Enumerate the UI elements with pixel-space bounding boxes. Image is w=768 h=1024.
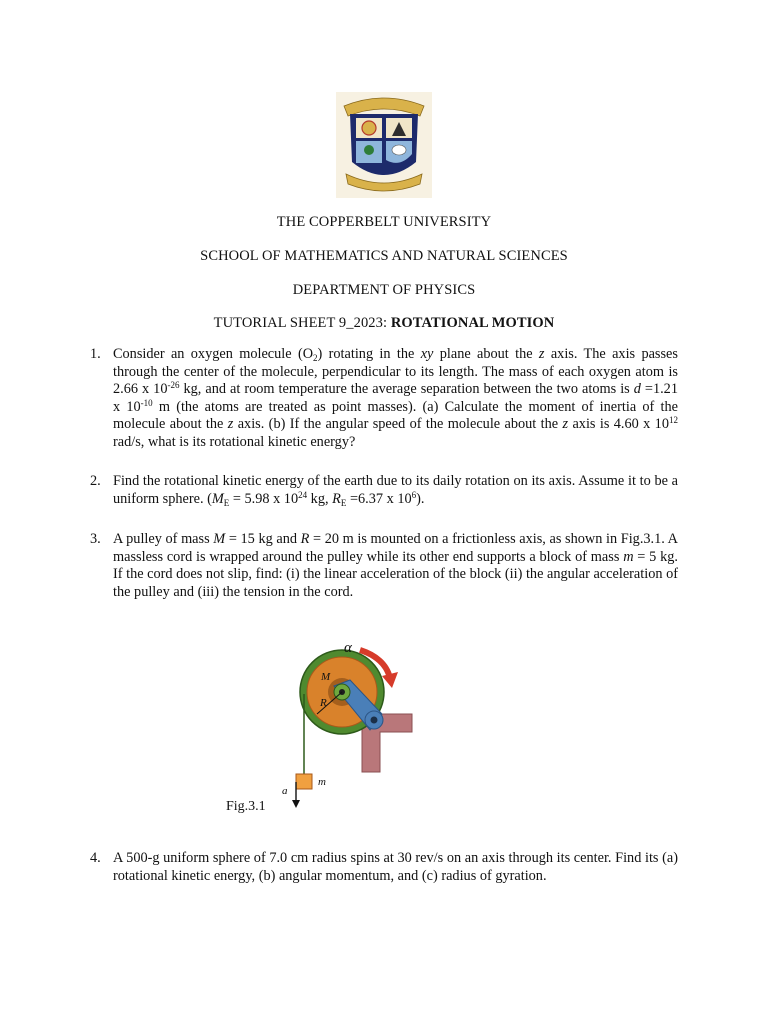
text-run: Find the rotational kinetic energy of the earth due to its daily rotation on its axis. Assume it to be a uniform sphere. (	[113, 473, 678, 507]
superscript: 6	[411, 489, 417, 500]
question-2	[90, 473, 678, 508]
italic-run: z	[227, 416, 234, 432]
acceleration-arrow-head	[292, 800, 300, 808]
question-text	[113, 473, 678, 508]
text-run: axis. The axis passes through the center of the molecule, perpendicular to its length. The mass of each oxygen atom is 2.66 x 10	[113, 346, 678, 397]
italic-run: m	[623, 548, 634, 565]
text-run: kg,	[307, 490, 333, 507]
text-run: axis is 4.60 x 10	[568, 416, 669, 432]
superscript: -26	[167, 380, 180, 390]
text-run: = 15 kg and	[225, 531, 301, 547]
arm-bolt-icon	[371, 717, 378, 724]
superscript: 24	[298, 489, 308, 500]
question-text	[113, 531, 678, 601]
text-run: plane about the	[433, 346, 539, 362]
sheet-title-prefix: TUTORIAL SHEET 9_2023:	[213, 315, 391, 331]
subscript: E	[223, 497, 230, 508]
text-run: Consider an oxygen molecule (O	[113, 346, 314, 362]
label-block-m: m	[318, 776, 326, 788]
hanging-block	[296, 774, 312, 789]
pulley-figure	[220, 632, 440, 822]
italic-run: M	[213, 531, 226, 547]
italic-run: z	[538, 346, 545, 362]
text-run: A 500-g uniform sphere of 7.0 cm radius spins at 30 rev/s on an axis through its center. Find its (a) rotational kinetic energy, (b) angular momentum, and (c) radius of gyration.	[113, 850, 678, 884]
text-run: m (the atoms are treated as point masses). (a) Calculate the moment of inertia of the molecule about the	[113, 398, 678, 432]
question-number: 3.	[90, 531, 101, 547]
logo-figure-icon	[364, 145, 374, 155]
rotation-arrow-head	[382, 672, 398, 688]
question-number: 2.	[90, 473, 101, 489]
university-name: THE COPPERBELT UNIVERSITY	[276, 214, 492, 230]
label-mass-M: M	[321, 671, 331, 683]
label-alpha: α	[344, 640, 352, 656]
sheet-title	[0, 315, 768, 332]
university-crest-logo	[336, 92, 432, 198]
label-accel-a: a	[282, 785, 288, 797]
italic-run: R	[300, 531, 310, 547]
text-run: ).	[416, 490, 425, 507]
question-4	[90, 850, 678, 885]
question-text	[113, 850, 678, 885]
text-run: =6.37 x 10	[346, 490, 412, 507]
italic-run: R	[332, 490, 341, 507]
label-radius-R: R	[320, 697, 327, 709]
italic-run: M	[211, 490, 224, 507]
text-run: kg, and at room temperature the average separation between the two atoms is	[179, 381, 634, 397]
department-name: DEPARTMENT OF PHYSICS	[292, 282, 476, 298]
text-run: ) rotating in the	[317, 346, 421, 362]
text-run: = 5.98 x 10	[229, 490, 299, 507]
italic-run: d	[633, 381, 641, 397]
subscript: 2	[313, 353, 318, 363]
text-run: rad/s, what is its rotational kinetic energy?	[113, 433, 356, 450]
italic-run: z	[562, 416, 569, 432]
question-number: 4.	[90, 850, 101, 866]
logo-sun-icon	[362, 121, 376, 135]
italic-run: xy	[420, 346, 434, 362]
sheet-title-topic: ROTATIONAL MOTION	[390, 315, 555, 331]
superscript: 12	[668, 415, 678, 425]
question-number: 1.	[90, 346, 101, 362]
logo-animal-icon	[392, 145, 406, 155]
question-text	[113, 346, 678, 451]
question-3	[90, 531, 678, 601]
figure-caption: Fig.3.1	[226, 799, 266, 814]
text-run: =1.21 x 10	[113, 381, 678, 415]
text-run: = 5 kg. If the cord does not slip, find: (i) the linear acceleration of the block (ii) the angular acceleration of the pulley and (iii) the tension in the cord.	[113, 548, 678, 600]
superscript: -10	[140, 397, 153, 408]
text-run: axis. (b) If the angular speed of the molecule about the	[233, 416, 563, 432]
text-run: = 20 m is mounted on a frictionless axis, as shown in Fig.3.1. A massless cord is wrapped around the pulley while its other end supports a block of mass	[113, 531, 679, 565]
subscript: E	[340, 497, 347, 508]
question-1	[90, 346, 678, 451]
school-name: SCHOOL OF MATHEMATICS AND NATURAL SCIENCES	[200, 248, 568, 264]
text-run: A pulley of mass	[113, 531, 214, 547]
